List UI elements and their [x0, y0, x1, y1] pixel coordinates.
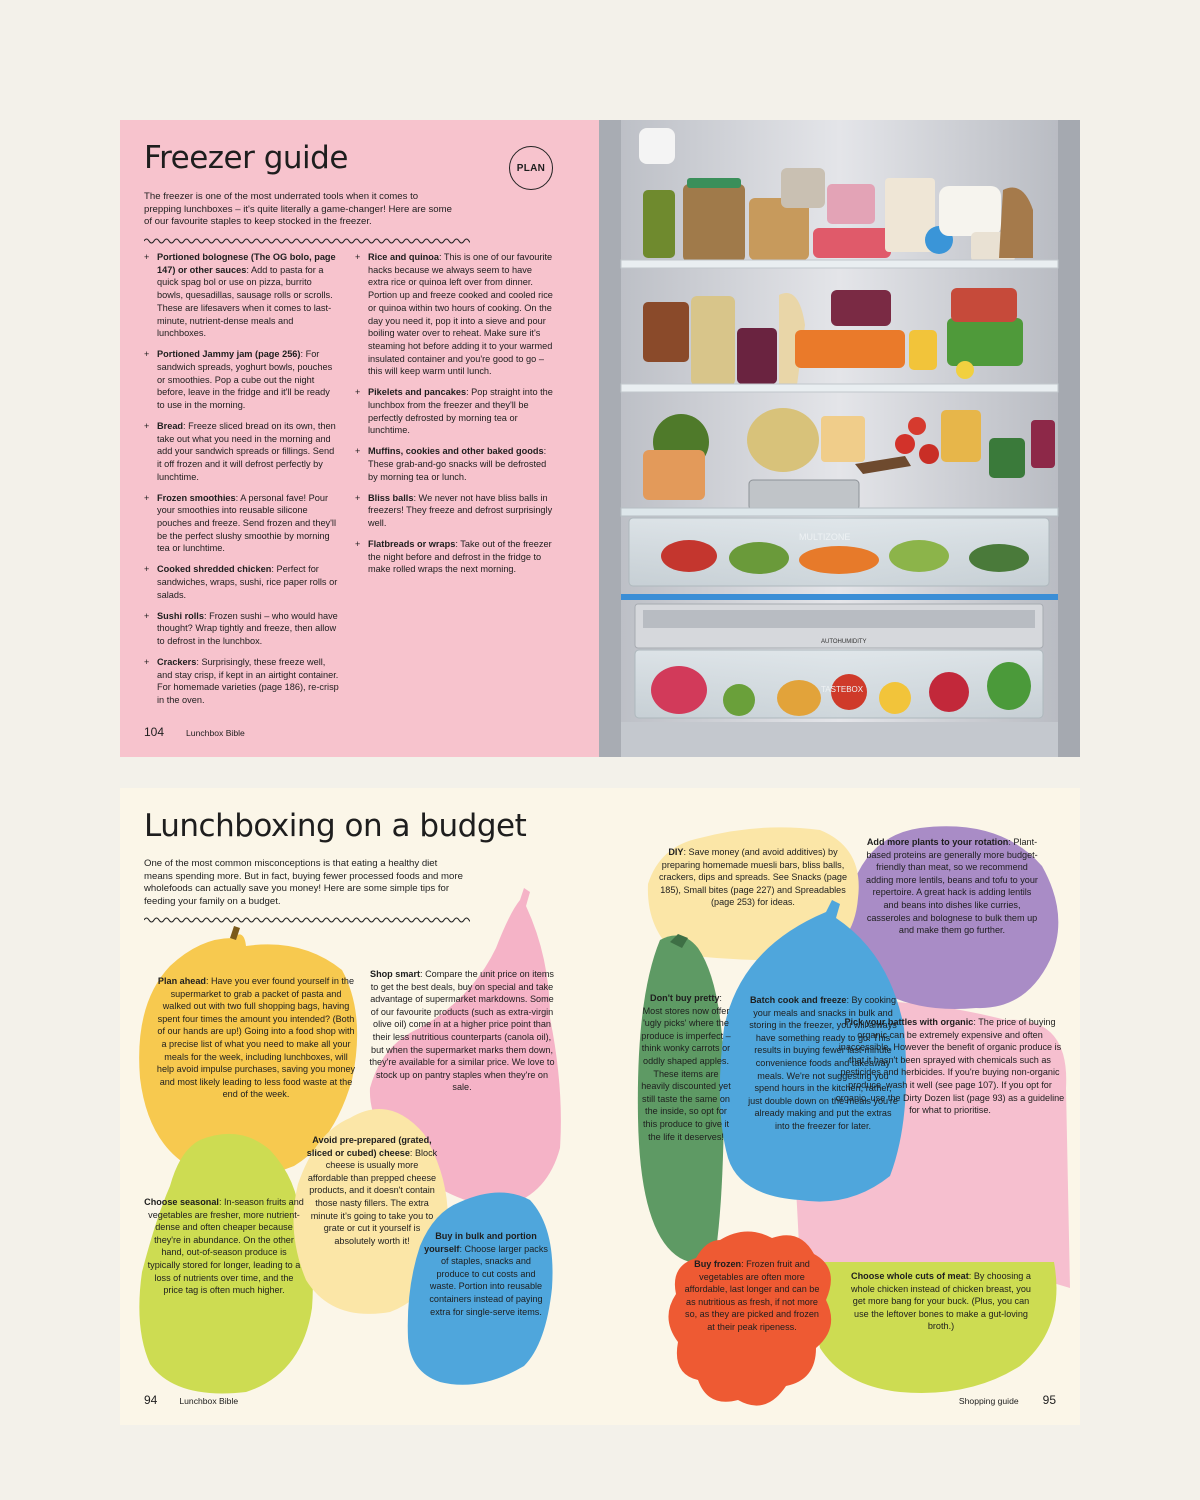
- fridge-photo: [599, 120, 1080, 757]
- crisper-2-label: TASTEBOX: [821, 685, 864, 694]
- list-item: + Frozen smoothies: A personal fave! Pour your smoothies into reusable silicone pouches and freeze. Send frozen and they'll be the perfect slushy smoothie by morning tea or lunchtime.: [144, 492, 340, 556]
- page-number: 104: [144, 725, 165, 739]
- tip-add-plants: Add more plants to your rotation: Plant-based proteins are generally more budget-friendly than meat, so we recommend adding more lentils, beans and tofu to your repertoire. A great hack is adding lentils and beans into dishes like curries, casseroles and bolognese to bulk them up and make them go further.: [866, 837, 1038, 936]
- tip-batch-cook: Batch cook and freeze: By cooking your meals and snacks in bulk and storing in the freezer, you will always have something ready to go. This results in buying fewer last-minute convenience foods and takeaway meals. We're not suggesting you spend hours in the kitchen; rather, just double down on the meals you're already making and put the extras into the freezer for later.: [748, 995, 898, 1131]
- list-item: + Flatbreads or wraps: Take out of the freezer the night before and defrost in the fridge to make rolled wraps the next morning.: [355, 538, 553, 576]
- wavy-divider: [144, 915, 470, 925]
- tip-buy-in-bulk: Buy in bulk and portion yourself: Choose larger packs of staples, snacks and produce to cut costs and waste. Portion into reusable containers instead of paying extra for single-serve items.: [424, 1231, 548, 1317]
- list-item: + Bliss balls: We never not have bliss balls in freezers! They freeze and defrost surprisingly well.: [355, 492, 553, 530]
- intro-text: The freezer is one of the most underrated tools when it comes to prepping lunchboxes – it's quite literally a game-changer! Here are some of our favourite staples to keep stocked in the freezer.: [144, 191, 452, 227]
- tip-whole-cuts: Choose whole cuts of meat: By choosing a whole chicken instead of chicken breast, you get more bang for your buck. (Plus, you can use the leftover bones to make a gut-loving broth.): [851, 1271, 1031, 1332]
- page-folio-right: [959, 1393, 1056, 1407]
- page-title: Lunchboxing on a budget: [144, 808, 527, 844]
- list-item: + Pikelets and pancakes: Pop straight into the lunchbox from the freezer and they'll be perfectly defrosted by morning tea or lunchtime.: [355, 386, 553, 437]
- running-head: Shopping guide: [958, 1396, 1019, 1406]
- humidity-label: AUTOHUMIDITY: [821, 639, 867, 645]
- list-item: + Rice and quinoa: This is one of our favourite hacks because we always seem to have extra rice or quinoa left over from dinner. Portion up and freeze cooked and cooled rice or quinoa within two hours of cooking. On the day you need it, pop it into a sieve and pour boiling water over to reheat. Make sure it's steaming hot before adding it to your warmed insulated container and you're good to go – this will keep warm until lunch.: [355, 251, 553, 378]
- list-item: + Cooked shredded chicken: Perfect for sandwiches, wraps, sushi, rice paper rolls or salads.: [144, 563, 340, 601]
- list-item: + Bread: Freeze sliced bread on its own, then take out what you need in the morning and add your sandwich spreads or fillings. Send it off frozen and it will defrost perfectly by lunchtime.: [144, 420, 340, 484]
- tip-shop-smart: Shop smart: Compare the unit price on items to get the best deals, buy on special and take advantage of supermarket markdowns. Some of our favourite products (such as extra-virgin olive oil) come in at a higher price point than their less nutritious counterparts (canola oil), but when the supermarket marks them down, they're available for a similar price. We love to stock up on pantry staples when they're on sale.: [369, 969, 555, 1093]
- freezer-guide-page: [120, 120, 599, 757]
- tip-plan-ahead: Plan ahead: Have you ever found yourself in the supermarket to grab a packet of pasta and walked out with two full shopping bags, having spent four times the amount you intended? (Both of our hands are up!) Going into a food shop with a precise list of what you need to make all your meals for the week, including lunchboxes, will help avoid impulse purchases, saving you money and most likely leading to less food waste at the end of the week.: [156, 976, 356, 1100]
- freezer-guide-spread: [120, 120, 1080, 757]
- page-folio-left: [144, 1393, 238, 1407]
- page-number: 95: [1042, 1393, 1056, 1407]
- list-item: + Portioned bolognese (The OG bolo, page 147) or other sauces: Add to pasta for a quick spag bol or use on pizza, burrito bowls, quesadillas, sausage rolls or scrolls. These are lifesavers when it comes to last-minute, nutrient-dense meals and lunchboxes.: [144, 251, 340, 340]
- wavy-divider: [144, 236, 470, 246]
- list-item: + Portioned Jammy jam (page 256): For sandwich spreads, yoghurt bowls, pouches or smoothies. Pop a cube out the night before, leave in the fridge and it'll be ready to use in the morning.: [144, 348, 340, 412]
- page-title: Freezer guide: [144, 140, 348, 176]
- budget-spread: [120, 788, 1080, 1425]
- intro-text: One of the most common misconceptions is that eating a healthy diet means spending more. But in fact, buying fewer processed foods and more wholefoods can actually save you money! Here are some simple tips for feeding your family on a budget.: [144, 858, 463, 907]
- staples-list-column-1: [144, 251, 340, 715]
- tip-dont-buy-pretty: Don't buy pretty: Most stores now offer 'ugly picks' where the produce is imperfect – think wonky carrots or oddly shaped apples. These items are heavily discounted yet still taste the same on the inside, so opt for this produce to give it the life it deserves!: [641, 993, 731, 1142]
- list-item: + Sushi rolls: Frozen sushi – who would have thought? Wrap tightly and freeze, then allow to defrost in the lunchbox.: [144, 610, 340, 648]
- fridge-illustration: [599, 120, 1080, 757]
- page-number: 94: [144, 1393, 158, 1407]
- plan-badge: PLAN: [509, 146, 553, 190]
- tip-choose-seasonal: Choose seasonal: In-season fruits and vegetables are fresher, more nutrient-dense and often cheaper because they're in abundance. On the other hand, out-of-season produce is typically stored for longer, leading to a loss of nutrients over time, and the price tag is often much higher.: [144, 1197, 304, 1296]
- staples-list-column-2: [355, 251, 553, 584]
- tip-organic: Pick your battles with organic: The price of buying organic can be extremely expensive and often inaccessible. However the benefit of organic produce is that it hasn't been sprayed with chemicals such as pesticides and herbicides. If you're buying non-organic produce, wash it well (see page 107). If you opt for organic, use the Dirty Dozen list (page 93) as a guideline for what to prioritise.: [835, 1017, 1065, 1116]
- tip-diy: DIY: Save money (and avoid additives) by preparing homemade muesli bars, bliss balls, crackers, dips and spreads. See Snacks (page 185), Small bites (page 227) and Spreadables (page 253) for ideas.: [658, 847, 848, 908]
- running-head: Lunchbox Bible: [179, 1396, 239, 1406]
- tip-buy-frozen: Buy frozen: Frozen fruit and vegetables are often more affordable, last longer and can be as nutritious as fresh, if not more so, as they are picked and frozen at their peak ripeness.: [684, 1259, 820, 1332]
- list-item: + Muffins, cookies and other baked goods: These grab-and-go snacks will be defrosted by morning tea or lunch.: [355, 445, 553, 483]
- crisper-label: MULTIZONE: [799, 532, 851, 542]
- page-folio: [144, 725, 245, 739]
- tip-cheese: Avoid pre-prepared (grated, sliced or cubed) cheese: Block cheese is usually more affordable than prepped cheese products, and it doesn't contain those nasty fillers. The extra minute it's going to take you to grate or cut it yourself is absolutely worth it!: [306, 1135, 438, 1246]
- list-item: + Crackers: Surprisingly, these freeze well, and stay crisp, if kept in an airtight container. For homemade varieties (page 186), re-crisp in the oven.: [144, 656, 340, 707]
- running-head: Lunchbox Bible: [186, 728, 245, 738]
